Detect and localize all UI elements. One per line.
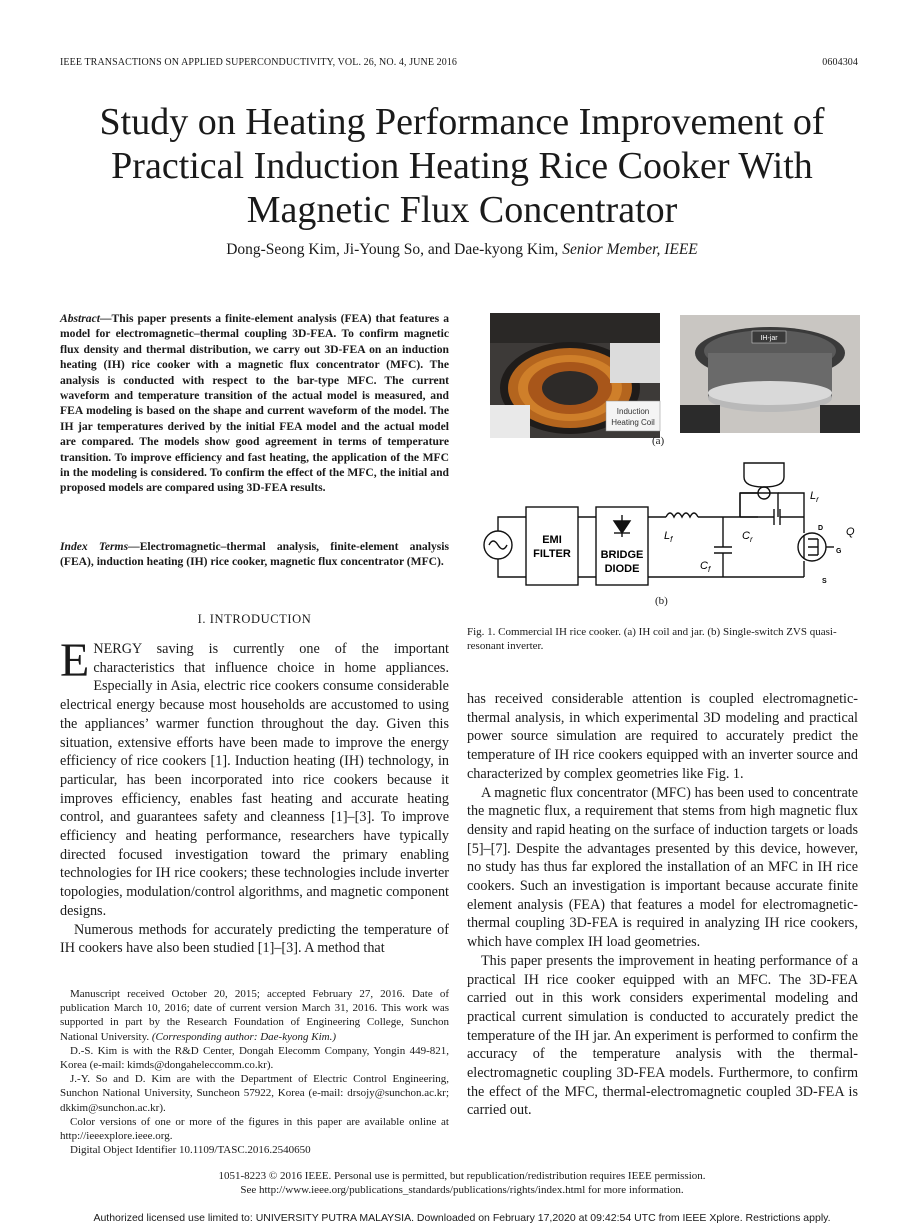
index-terms-text: Electromagnetic–thermal analysis, finite-element analysis (FEA), induction heating (IH) rice cooker, magnetic flux concentrator (MFC). (60, 540, 449, 569)
emi-label-2: FILTER (533, 548, 571, 560)
title-line-1: Study on Heating Performance Improvement of (99, 101, 825, 143)
intro-paragraph-1-text: NERGY saving is currently one of the important characteristics that influence choice in home appliances. Especially in Asia, electric rice cookers consume considerable electrical energy because most households are accustomed to using the appliances’ warmer function throughout the day. Given this situation, extensive efforts have been made to improve the energy efficiency of rice cookers [1]. Induction heating (IH) technology, in particular, has been incorporated into rice cookers because it improves efficiency, enables fast heating and accurate heating control, and guarantees safety and cleanness [1]–[3]. To improve efficiency and heating performance, researchers have typically directed focused investigation toward the primary enabling technologies for IH rice cookers; these technologies include inverter topologies, modulation/control algorithms, and magnetic component designs. (60, 641, 449, 919)
bridge-label-2: DIODE (604, 563, 640, 575)
title-line-2: Practical Induction Heating Rice Cooker With (111, 145, 813, 187)
inductor-lf-symbol (666, 513, 698, 517)
author-names: Dong-Seong Kim, Ji-Young So, and Dae-kyong Kim, (226, 241, 559, 258)
title-line-3: Magnetic Flux Concentrator (246, 189, 678, 231)
copyright-line-2: See http://www.ieee.org/publications_standards/publications/rights/index.html for more information. (240, 1184, 684, 1196)
footnote-manuscript-text: Manuscript received October 20, 2015; accepted February 27, 2016. Date of publication March 10, 2016; date of current version March 31, 2016. This work was supported in part by the Research Foundation of Engineering College, Sunchon National University. (60, 988, 449, 1043)
label-d: D (818, 525, 824, 532)
intro-paragraph-1 (60, 634, 449, 921)
intro-right-column (467, 690, 858, 1120)
coil-label-line-2: Heating Coil (611, 418, 655, 427)
label-lf: $L_f$ (664, 530, 673, 544)
abstract (60, 311, 449, 496)
label-lr: $L_r$ (810, 490, 819, 504)
running-header-page-number: 0604304 (822, 57, 858, 68)
figure-1b-circuit (478, 455, 868, 595)
right-paragraph-1: has received considerable attention is coupled electromagnetic-thermal analysis, in which experimental 3D modeling and practical power source simulation are required to accurately predict the temperature of IH rice cookers equipped with an inverter source and characterized by complex geometries like Fig. 1. (467, 691, 858, 782)
copyright-notice (60, 1169, 864, 1197)
bridge-label-1: BRIDGE (600, 549, 644, 561)
figure-label-b: (b) (655, 595, 668, 607)
author-role: Senior Member, IEEE (562, 241, 698, 258)
footnote-doi: Digital Object Identifier 10.1109/TASC.2016.2540650 (70, 1144, 311, 1157)
right-paragraph-2: A magnetic flux concentrator (MFC) has been used to concentrate the magnetic flux, a requirement that stems from high magnetic flux density and rapid heating on the surface of induction targets or loads [5]–[7]. Despite the advantages presented by this device, however, no study has thus far explored the installation of an MFC in IH rice cookers. Such an investigation is important because accurate finite element analysis (FEA) that features a model for electromagnetic- thermal coupling 3D-FEA is required in analyzing IH rice cookers, which have complex IH load geometries. (467, 784, 858, 951)
intro-paragraph-2: Numerous methods for accurately predicting the temperature of IH cookers have also been studied [1]–[3]. A method that (60, 921, 449, 957)
label-cr: $C_r$ (742, 530, 753, 544)
emi-filter-box (526, 507, 578, 585)
label-s: S (822, 578, 827, 585)
footnotes (60, 987, 449, 1157)
figure-label-a: (a) (652, 435, 665, 447)
jar-label: IH-jar (760, 335, 778, 342)
coil-label-line-1: Induction (616, 407, 650, 416)
label-g: G (836, 548, 842, 555)
label-q: Q (846, 526, 855, 538)
running-header-journal: IEEE TRANSACTIONS ON APPLIED SUPERCONDUCTIVITY, VOL. 26, NO. 4, JUNE 2016 (60, 57, 458, 68)
figure-1a-photos (490, 313, 860, 438)
footnote-corresponding: (Corresponding author: Dae-kyong Kim.) (151, 1030, 336, 1043)
drop-cap: E (60, 634, 90, 687)
label-cf: $C_f$ (700, 560, 711, 574)
abstract-label: Abstract— (60, 312, 112, 325)
intro-left-column (60, 634, 449, 958)
copyright-line-1: 1051-8223 © 2016 IEEE. Personal use is permitted, but republication/redistribution requires IEEE permission. (218, 1170, 706, 1182)
author-line (60, 241, 864, 259)
license-footer: Authorized licensed use limited to: UNIVERSITY PUTRA MALAYSIA. Downloaded on February 17,2020 at 09:42:54 UTC from IEEE Xplore. Restrictions apply. (93, 1212, 831, 1224)
footnote-author-2-3: J.-Y. So and D. Kim are with the Department of Electric Control Engineering, Sunchon National University, Suncheon 57922, Korea (e-mail: drsojy@sunchon.ac.kr; dkkim@sunchon.ac.kr). (60, 1073, 449, 1114)
index-terms (60, 539, 449, 570)
right-paragraph-3: This paper presents the improvement in heating performance of a practical IH rice cooker equipped with an MFC. The 3D-FEA carried out in this work considers experimental modeling and practical current simulation is conducted to accurately predict the temperature of the IH jar. An experiment is performed to confirm the accuracy of the temperature analysis with the thermal-electromagnetic coupling 3D-FEA models. Furthermore, to confirm the effect of the MFC, thermal-electromagnetic coupled 3D-FEA is carried out. (467, 952, 858, 1119)
section-heading-introduction: I. INTRODUCTION (197, 612, 312, 626)
emi-label-1: EMI (542, 534, 562, 546)
footnote-color: Color versions of one or more of the figures in this paper are available online at http://ieeexplore.ieee.org. (60, 1115, 449, 1143)
footnote-author-1: D.-S. Kim is with the R&D Center, Dongah Elecomm Company, Yongin 449-821, Korea (e-mail: kimds@dongaheleccomm.co.kr). (60, 1044, 449, 1072)
paper-title (60, 100, 864, 232)
pot-symbol (744, 463, 784, 487)
footnote-manuscript (60, 987, 449, 1044)
figure-1-caption: Fig. 1. Commercial IH rice cooker. (a) IH coil and jar. (b) Single-switch ZVS quasi-resonant inverter. (467, 626, 837, 652)
abstract-text: This paper presents a finite-element analysis (FEA) that features a model for electromagnetic–thermal coupling 3D-FEA. To confirm magnetic flux density and thermal distribution, we carry out 3D-FEA on an induction heating (IH) rice cooker with a magnetic flux concentrator (MFC). The analysis is conducted with respect to the bar-type MFC. The current waveform and temperature transition of the actual model is measured, and FEA modeling is based on the shape and current waveform of the model. The IH jar temperatures derived by the initial FEA model and the actual model are compared. The models show good agreement in terms of temperature transition. To improve efficiency and fast heating, the application of the MFC in the modeling is considered. To confirm the effect of the MFC, the initial and proposed models are compared using 3D-FEA results. (60, 312, 449, 495)
index-terms-label: Index Terms— (60, 540, 140, 553)
